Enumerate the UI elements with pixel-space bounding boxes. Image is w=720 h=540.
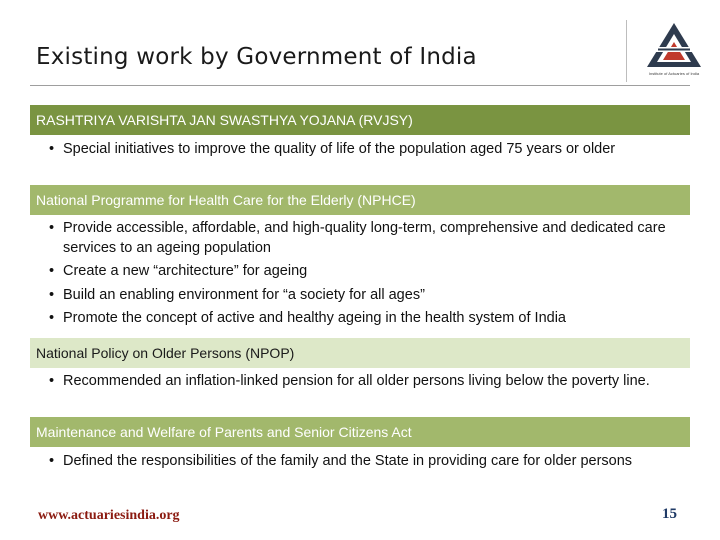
institute-logo: [634, 20, 718, 82]
section-bullets-npop: [46, 372, 686, 396]
section-heading-npop: National Policy on Older Persons (NPOP): [30, 338, 690, 368]
section-heading-nphce: National Programme for Health Care for the Elderly (NPHCE): [30, 185, 690, 215]
institute-logo-icon: [644, 20, 704, 70]
slide-title: Existing work by Government of India: [36, 44, 477, 70]
list-item: [46, 286, 686, 306]
bullet-marker: •: [49, 373, 55, 389]
bullet-text: Provide accessible, affordable, and high-quality long-term, comprehensive and dedicated care services to an ageing population: [63, 220, 666, 256]
bullet-marker: •: [49, 286, 55, 303]
list-item: [46, 372, 686, 392]
bullet-marker: •: [49, 220, 55, 236]
bullet-text: Build an enabling environment for “a society for all ages”: [63, 286, 425, 303]
bullet-marker: •: [49, 263, 55, 279]
bullet-text: Promote the concept of active and healthy ageing in the health system of India: [63, 310, 566, 326]
list-item: [46, 309, 686, 329]
bullet-text: Create a new “architecture” for ageing: [63, 263, 308, 279]
section-bullets-maintenance-act: [46, 452, 686, 476]
logo-caption: Institute of Actuaries of India: [648, 71, 700, 76]
bullet-marker: •: [49, 141, 55, 157]
section-bullets-nphce: [46, 219, 686, 333]
title-rule: [30, 85, 690, 86]
section-bullets-rvjsy: [46, 140, 686, 164]
list-item: [46, 262, 686, 282]
section-heading-maintenance-act: Maintenance and Welfare of Parents and Senior Citizens Act: [30, 417, 690, 447]
bullet-text: Recommended an inflation-linked pension for all older persons living below the poverty line.: [63, 373, 650, 389]
section-heading-rvjsy: RASHTRIYA VARISHTA JAN SWASTHYA YOJANA (RVJSY): [30, 105, 690, 135]
page-number: 15: [662, 506, 677, 522]
list-item: [46, 219, 686, 258]
logo-separator: [626, 20, 627, 82]
bullet-text: Defined the responsibilities of the family and the State in providing care for older persons: [63, 453, 633, 469]
bullet-marker: •: [49, 310, 55, 326]
footer-url[interactable]: www.actuariesindia.org: [38, 508, 180, 523]
bullet-text: Special initiatives to improve the quality of life of the population aged 75 years or older: [63, 141, 616, 157]
list-item: [46, 452, 686, 472]
list-item: [46, 140, 686, 160]
bullet-marker: •: [49, 453, 55, 469]
